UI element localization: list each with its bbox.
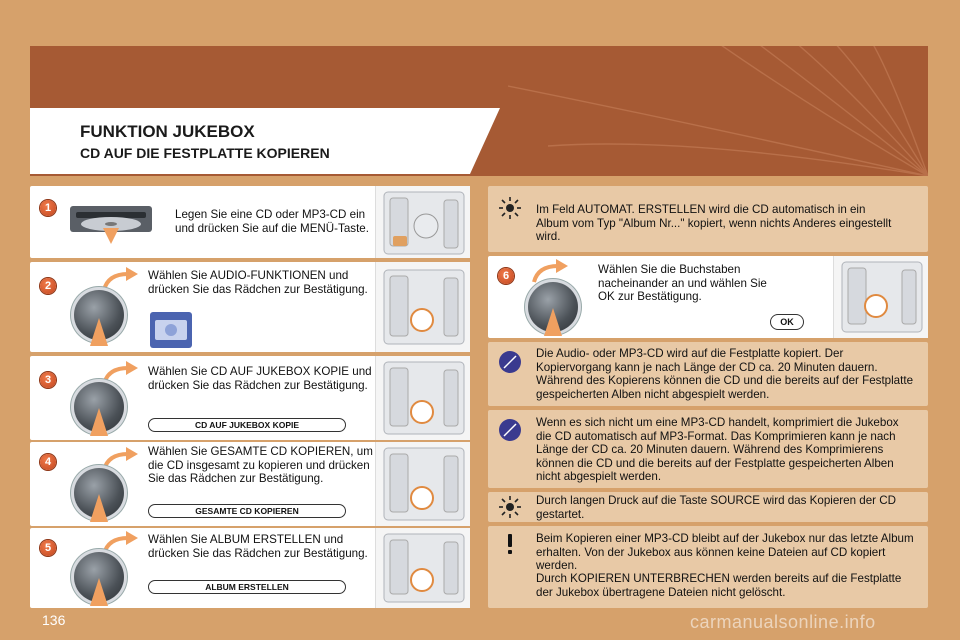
cd-slot-icon <box>70 200 152 244</box>
page-number: 136 <box>42 612 66 628</box>
title-box <box>30 108 470 174</box>
step-4-panel <box>30 442 470 526</box>
step-3-panel <box>30 356 470 440</box>
info-compress-panel <box>488 410 928 488</box>
step-2-panel <box>30 262 470 352</box>
warning-panel <box>488 526 928 608</box>
warning-text: Beim Kopieren einer MP3-CD bleibt auf der Jukebox nur das letzte Album erhalten. Von der Jukebox aus können keine Dateien auf CD kopiert werden. <box>536 532 914 572</box>
step-2-badge: 2 <box>40 278 56 294</box>
step-2-text: Wählen Sie AUDIO-FUNKTIONEN und drücken Sie das Rädchen zur Bestätigung. <box>148 269 368 296</box>
info-copy-text: Die Audio- oder MP3-CD wird auf die Festplatte kopiert. Der Kopiervorgang kann je nach Länge der CD ca. 20 Minuten dauern. Während des Kopierens können die CD und die bereits auf der Festplatte gespeicherten Alben nicht abgespielt werden. <box>536 347 914 401</box>
page-subtitle: CD AUF DIE FESTPLATTE KOPIEREN <box>80 145 330 161</box>
step-5-panel <box>30 528 470 608</box>
curved-arrow-icon <box>100 266 140 292</box>
step-3-text: Wählen Sie CD AUF JUKEBOX KOPIE und drücken Sie das Rädchen zur Bestätigung. <box>148 365 372 392</box>
tip-automatic-text: Im Feld AUTOMAT. ERSTELLEN wird die CD automatisch in ein Album vom Typ "Album Nr..." kopiert, wenn nichts Anderes eingestellt wird. <box>536 203 892 243</box>
info-compress-text: Wenn es sich nicht um eine MP3-CD handelt, komprimiert die Jukebox die CD automatisch auf MP3-Format. Das Komprimieren kann je nach Länge der CD ca. 20 Minuten dauern. Während des Komprimierens können die CD und die bereits auf der Festplatte gespeicherten Alben nicht abgespielt werden. <box>536 416 899 483</box>
info-icon <box>498 418 522 442</box>
step-6-badge: 6 <box>498 268 514 284</box>
step-4-text: Wählen Sie GESAMTE CD KOPIEREN, um die CD insgesamt zu kopieren und drücken Sie das Rädchen zur Bestätigung. <box>148 445 373 485</box>
radio-panel-icon <box>375 262 470 352</box>
info-icon <box>498 350 522 374</box>
step-4-badge: 4 <box>40 454 56 470</box>
tip-source-text: Durch langen Druck auf die Taste SOURCE wird das Kopieren der CD gestartet. <box>536 494 896 521</box>
page-title: FUNKTION JUKEBOX <box>80 122 255 141</box>
knob-arrow-icon <box>90 578 108 606</box>
step-6-panel <box>488 256 928 338</box>
tip-sun-icon <box>498 495 522 519</box>
step-5-text: Wählen Sie ALBUM ERSTELLEN und drücken Sie das Rädchen zur Bestätigung. <box>148 533 368 560</box>
warning-icon <box>498 532 522 556</box>
step-3-badge: 3 <box>40 372 56 388</box>
step-1-badge: 1 <box>40 200 56 216</box>
curved-arrow-icon <box>530 258 570 284</box>
step-1-text: Legen Sie eine CD oder MP3-CD ein und drücken Sie auf die MENÜ-Taste. <box>175 208 369 235</box>
step-3-menu-label: CD AUF JUKEBOX KOPIE <box>148 418 346 432</box>
audio-functions-icon <box>150 312 192 348</box>
decorative-rays <box>508 46 928 176</box>
step-1-panel <box>30 186 470 258</box>
radio-panel-icon <box>833 256 928 338</box>
radio-panel-icon <box>375 442 470 526</box>
tip-automatic-panel <box>488 186 928 252</box>
radio-panel-icon <box>375 356 470 440</box>
knob-arrow-icon <box>544 308 562 336</box>
radio-panel-icon <box>375 186 470 258</box>
title-corner <box>470 108 500 174</box>
step-5-menu-label: ALBUM ERSTELLEN <box>148 580 346 594</box>
knob-arrow-icon <box>90 494 108 522</box>
knob-arrow-icon <box>90 318 108 346</box>
step-5-badge: 5 <box>40 540 56 556</box>
step-6-text: Wählen Sie die Buchstaben nacheinander an und wählen Sie OK zur Bestätigung. <box>598 263 767 303</box>
tip-source-panel <box>488 492 928 522</box>
ok-button-label: OK <box>770 314 804 330</box>
radio-panel-icon <box>375 528 470 608</box>
watermark: carmanualsonline.info <box>690 612 876 632</box>
warning-text-2: Durch KOPIEREN UNTERBRECHEN werden bereits auf die Festplatte der Jukebox übertragene Dateien nicht gelöscht. <box>536 572 902 599</box>
info-copy-panel <box>488 342 928 406</box>
tip-sun-icon <box>498 196 522 220</box>
step-4-menu-label: GESAMTE CD KOPIEREN <box>148 504 346 518</box>
knob-arrow-icon <box>90 408 108 436</box>
